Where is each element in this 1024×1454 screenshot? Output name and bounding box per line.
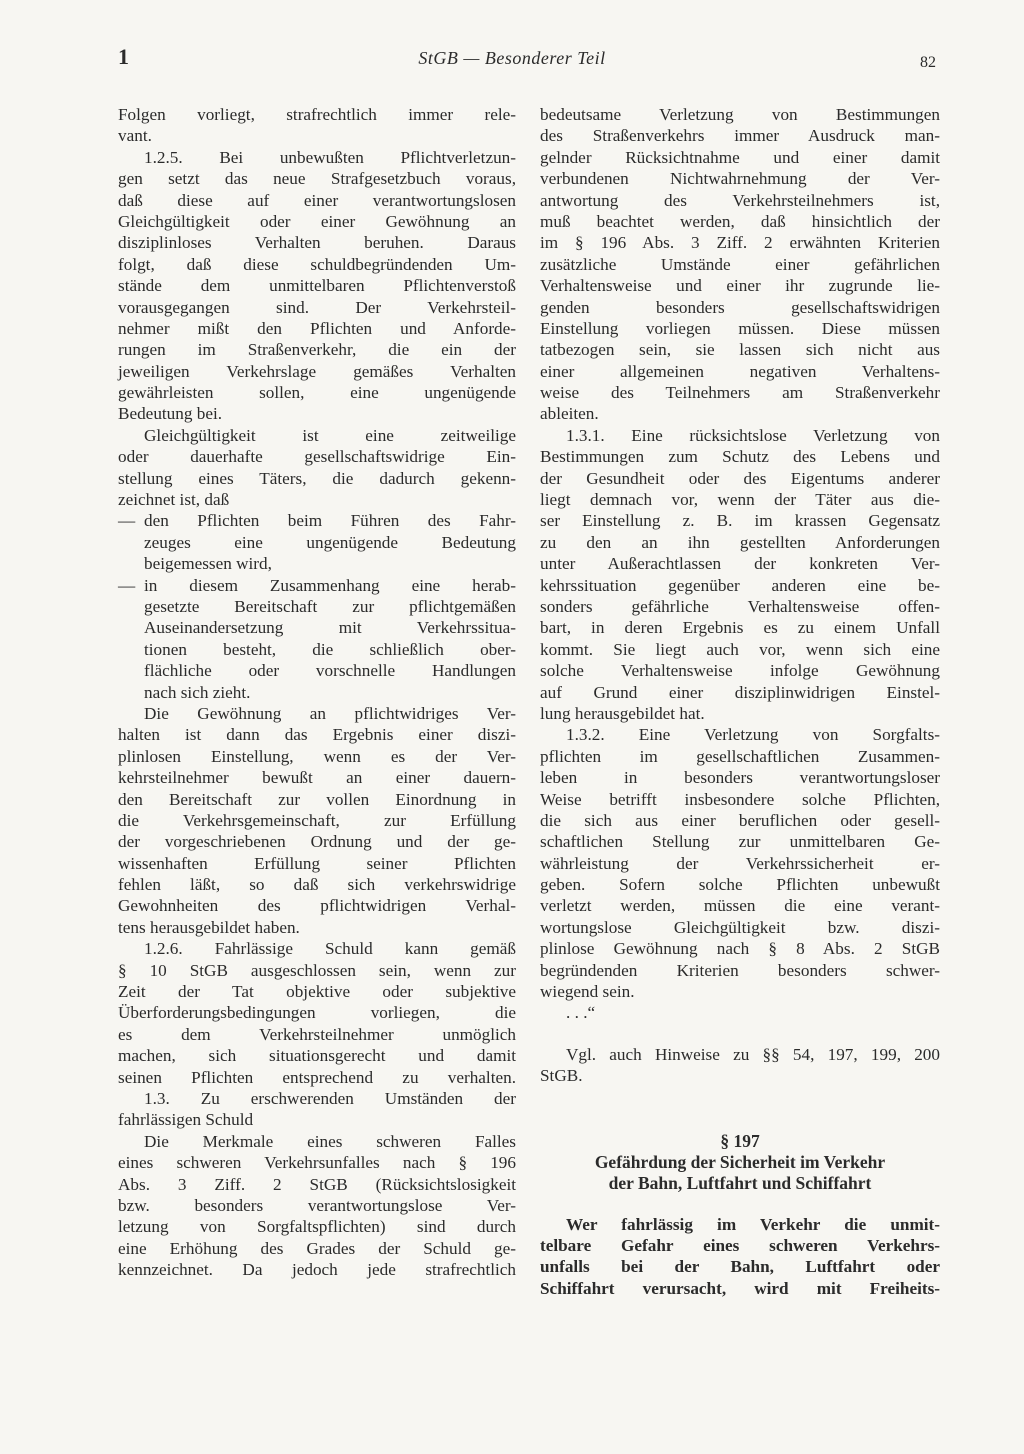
text-line [118,1045,516,1066]
text-line [540,147,940,168]
line-text: Schiffahrt verursacht, wird mit Freiheits- [540,1278,940,1298]
text-line [540,895,940,916]
running-title: StGB — Besonderer Teil [418,48,606,68]
text-line [540,1214,940,1235]
line-text: halten ist dann das Ergebnis einer diszi- [118,725,516,745]
line-text: der Gesundheit oder des Eigentums anderer [540,468,940,488]
text-line [540,767,940,788]
text-line [540,575,940,596]
line-text: vorausgegangen sind. Der Verkehrsteil- [118,297,516,317]
line-text: verletzt werden, müssen die eine verant- [540,896,940,916]
line-text: bedeutsame Verletzung von Bestimmungen [540,105,940,124]
line-text: wortungslose Gleichgültigkeit bzw. diszi- [540,917,940,937]
text-line [118,1088,516,1109]
line-text: kehrssituation gegenüber anderen eine be- [540,575,940,595]
chapter-number: 1 [118,44,129,69]
text-line [118,1024,516,1045]
text-line [118,339,516,360]
text-line [118,553,516,574]
text-line [118,510,516,531]
text-line [540,125,940,146]
text-line [540,510,940,531]
line-text: unter Außerachtlassen der konkreten Ver- [540,554,940,574]
line-text: kommt. Sie liegt auch vor, wenn sich eine [540,639,940,659]
line-text: tionen besteht, die schließlich ober- [144,639,516,659]
line-text: nach sich zieht. [144,682,251,702]
text-line [540,190,940,211]
text-line [118,703,516,724]
text-line [118,468,516,489]
text-line [118,831,516,852]
text-line [540,468,940,489]
spacer [540,1194,940,1214]
text-line [540,853,940,874]
right-column-text [540,104,940,1024]
line-text: Weise betrifft insbesondere solche Pflichten, [540,789,940,809]
line-text: letzung von Sorgfaltspflichten) sind durch [118,1217,516,1237]
line-text: beigemessen wird, [144,554,272,574]
line-text: 1.2.6. Fahrlässige Schuld kann gemäß [144,939,516,959]
text-line [118,147,516,168]
text-line [540,211,940,232]
line-text: des Straßenverkehrs immer Ausdruck man- [540,126,940,146]
line-text: ableiten. [540,404,599,424]
text-line [540,724,940,745]
text-line [540,917,940,938]
text-line [118,403,516,424]
text-line [540,874,940,895]
spacer [540,1024,940,1044]
line-text: 1.2.5. Bei unbewußten Pflichtverletzun- [144,147,516,167]
text-line [540,297,940,318]
text-line [118,297,516,318]
line-text: fahrlässigen Schuld [118,1110,254,1130]
text-line [118,682,516,703]
text-line [118,874,516,895]
line-text: gewährleisten sollen, eine ungenügende [118,383,516,403]
line-text: gen setzt das neue Strafgesetzbuch voraus, [118,169,516,189]
line-text: kehrsteilnehmer bewußt an einer dauern- [118,768,516,788]
text-line [540,938,940,959]
text-line [540,960,940,981]
text-line [118,724,516,745]
text-line [118,767,516,788]
page-number: 82 [920,54,936,71]
line-text: nehmer mißt den Pflichten und Anforde- [118,318,516,338]
line-text: kennzeichnet. Da jedoch jede strafrechtlich [118,1260,516,1280]
line-text: zeuges eine ungenügende Bedeutung [144,532,516,552]
dash-bullet: — [118,575,136,595]
text-line [118,1174,516,1195]
text-line [118,1259,516,1280]
line-text: liegt demnach vor, wenn der Täter aus die- [540,490,940,510]
line-text: . . .“ [566,1003,596,1023]
line-text: Einstellung vorliegen müssen. Diese müssen [540,318,940,338]
line-text: Verhaltensweise und einer ihr zugrunde lie- [540,276,940,296]
text-line [540,446,940,467]
text-line [540,810,940,831]
dash-bullet: — [118,511,136,531]
text-line [118,104,516,125]
text-line [118,938,516,959]
text-line [118,232,516,253]
line-text: flächliche oder vorschnelle Handlungen [144,661,516,681]
line-text: Bedeutung bei. [118,404,223,424]
line-text: vant. [118,126,152,146]
line-text: sonders gefährliche Verhaltensweise offen- [540,596,940,616]
line-text: zu den an ihn gestellten Anforderungen [540,532,940,552]
text-line [118,810,516,831]
line-text: eine Erhöhung des Grades der Schuld ge- [118,1238,516,1258]
text-line [118,125,516,146]
text-line [540,318,940,339]
line-text: gesetzte Bereitschaft zur pflichtgemäßen [144,596,516,616]
text-line [540,382,940,403]
line-text: einer allgemeinen negativen Verhaltens- [540,361,940,381]
text-line [540,789,940,810]
text-line [118,660,516,681]
line-text: lung herausgebildet hat. [540,703,705,723]
line-text: Die Merkmale eines schweren Falles [144,1131,516,1151]
line-text: machen, sich situationsgerecht und damit [118,1046,516,1066]
line-text: zusätzliche Umstände einer gefährlichen [540,254,940,274]
text-line [540,660,940,681]
text-line [540,1002,940,1023]
line-text: die Verkehrsgemeinschaft, zur Erfüllung [118,810,516,830]
reference-line: Vgl. auch Hinweise zu §§ 54, 197, 199, 200 [566,1044,940,1064]
text-line [118,318,516,339]
line-text: tens herausgebildet haben. [118,917,300,937]
line-text: ser Einstellung z. B. im krassen Gegensatz [540,511,940,531]
section-body [540,1214,940,1300]
line-text: geben. Sofern solche Pflichten unbewußt [540,875,940,895]
section-number: § 197 [720,1130,760,1151]
line-text: § 10 StGB ausgeschlossen sein, wenn zur [118,960,516,980]
line-text: solche Verhaltensweise infolge Gewöhnung [540,661,940,681]
line-text: pflichten im gesellschaftlichen Zusammen- [540,746,940,766]
section-heading-line: der Bahn, Luftfahrt und Schiffahrt [608,1172,872,1193]
line-text: weise des Teilnehmers am Straßenverkehr [540,383,940,403]
text-line [540,489,940,510]
text-line [118,532,516,553]
line-text: der vorgeschriebenen Ordnung und der ge- [118,832,516,852]
text-line [540,254,940,275]
line-text: verbundenen Nichtwahrnehmung der Ver- [540,169,940,189]
text-line [118,1152,516,1173]
line-text: 1.3.1. Eine rücksichtslose Verletzung von [566,425,940,445]
text-line [118,596,516,617]
line-text: zeichnet ist, daß [118,490,230,510]
line-text: eines schweren Verkehrsunfalles nach § 196 [118,1153,516,1173]
spacer [540,1087,940,1131]
text-line [118,960,516,981]
text-line [118,1238,516,1259]
line-text: folgt, daß diese schuldbegründenden Um- [118,254,516,274]
text-line [540,981,940,1002]
text-line [540,682,940,703]
right-column [540,104,940,1299]
text-line [540,275,940,296]
line-text: disziplinloses Verhalten beruhen. Daraus [118,233,516,253]
line-text: genden besonders gesellschaftswidrigen [540,297,940,317]
line-text: oder dauerhafte gesellschaftswidrige Ein- [118,447,516,467]
text-line [118,789,516,810]
line-text: Die Gewöhnung an pflichtwidriges Ver- [144,703,516,723]
text-line [118,211,516,232]
line-text: jeweiligen Verkehrslage gemäßes Verhalten [118,361,516,381]
text-line [540,403,940,424]
text-line [540,596,940,617]
text-line [118,639,516,660]
text-line [118,1067,516,1088]
line-text: Abs. 3 Ziff. 2 StGB (Rücksichtslosigkeit [118,1174,516,1194]
section-heading-line: Gefährdung der Sicherheit im Verkehr [594,1151,886,1172]
text-line [118,382,516,403]
text-line [540,639,940,660]
line-text: telbare Gefahr eines schweren Verkehrs- [540,1235,940,1255]
text-line [540,339,940,360]
line-text: bzw. besonders verantwortungslose Ver- [118,1195,516,1215]
text-line [118,853,516,874]
line-text: tatbezogen sein, sie lassen sich nicht aus [540,340,940,360]
text-line [540,1256,940,1277]
line-text: 1.3. Zu erschwerenden Umständen der [144,1088,516,1108]
line-text: schaftlichen Stellung zur unmittelbaren Ge- [540,832,940,852]
text-line [118,895,516,916]
line-text: Wer fahrlässig im Verkehr die unmit- [566,1214,940,1234]
text-line [540,831,940,852]
cross-reference [540,1044,940,1087]
text-line [540,168,940,189]
line-text: begründenden Kriterien besonders schwer- [540,960,940,980]
line-text: unfalls bei der Bahn, Luftfahrt oder [540,1257,940,1277]
line-text: Bestimmungen zum Schutz des Lebens und [540,447,940,467]
text-line [118,981,516,1002]
text-line [540,104,940,125]
text-line [118,746,516,767]
line-text: währleistung der Verkehrssicherheit er- [540,853,940,873]
line-text: den Pflichten beim Führen des Fahr- [144,511,516,531]
line-text: stände dem unmittelbaren Pflichtenverstoß [118,276,516,296]
left-column [118,104,516,1280]
line-text: plinlose Gewöhnung nach § 8 Abs. 2 StGB [540,939,940,959]
line-text: fehlen läßt, so daß sich verkehrswidrige [118,875,516,895]
line-text: Gleichgültigkeit oder einer Gewöhnung an [118,211,516,231]
text-line [540,746,940,767]
text-line [118,575,516,596]
line-text: leben in besonders verantwortungsloser [540,768,940,788]
text-line [118,489,516,510]
text-line [118,1131,516,1152]
line-text: gelnder Rücksichtnahme und einer damit [540,147,940,167]
line-text: Gleichgültigkeit ist eine zeitweilige [144,425,516,445]
line-text: im § 196 Abs. 3 Ziff. 2 erwähnten Kriterien [540,233,940,253]
text-line [540,617,940,638]
line-text: stellung eines Täters, die dadurch gekenn- [118,468,516,488]
text-line [118,1002,516,1023]
text-line [118,1195,516,1216]
line-text: bart, in deren Ergebnis es zu einem Unfall [540,618,940,638]
text-line [540,532,940,553]
text-line [118,1109,516,1130]
line-text: 1.3.2. Eine Verletzung von Sorgfalts- [566,725,940,745]
text-line [118,1216,516,1237]
line-text: muß beachtet werden, daß hinsichtlich der [540,211,940,231]
line-text: plinlosen Einstellung, wenn es der Ver- [118,746,516,766]
line-text: rungen im Straßenverkehr, die ein der [118,340,516,360]
text-line [118,446,516,467]
text-line [118,361,516,382]
line-text: Zeit der Tat objektive oder subjektive [118,982,516,1002]
text-line [540,553,940,574]
text-line [118,275,516,296]
line-text: es dem Verkehrsteilnehmer unmöglich [118,1024,516,1044]
line-text: antwortung des Verkehrsteilnehmers ist, [540,190,940,210]
line-text: Gewohnheiten des pflichtwidrigen Verhal- [118,896,516,916]
line-text: auf Grund einer disziplinwidrigen Einstel- [540,682,940,702]
text-line [118,254,516,275]
text-line [540,425,940,446]
line-text: den Bereitschaft zur vollen Einordnung in [118,789,516,809]
text-line [540,1278,940,1299]
text-line [540,361,940,382]
line-text: Auseinandersetzung mit Verkehrssitua- [144,618,516,638]
text-line [540,703,940,724]
text-line [118,190,516,211]
text-line [540,232,940,253]
text-line [118,168,516,189]
text-line [540,1235,940,1256]
line-text: daß diese auf einer verantwortungslosen [118,190,516,210]
line-text: Folgen vorliegt, strafrechtlich immer rele- [118,105,516,124]
line-text: wissenhaften Erfüllung seiner Pflichten [118,853,516,873]
text-line [118,917,516,938]
reference-line: StGB. [540,1066,583,1086]
text-line [118,617,516,638]
line-text: Überforderungsbedingungen vorliegen, die [118,1003,516,1023]
line-text: seinen Pflichten entsprechend zu verhalten. [118,1067,516,1087]
text-line [118,425,516,446]
line-text: die sich aus einer beruflichen oder gesell- [540,810,940,830]
line-text: wiegend sein. [540,982,635,1002]
line-text: in diesem Zusammenhang eine herab- [144,575,516,595]
